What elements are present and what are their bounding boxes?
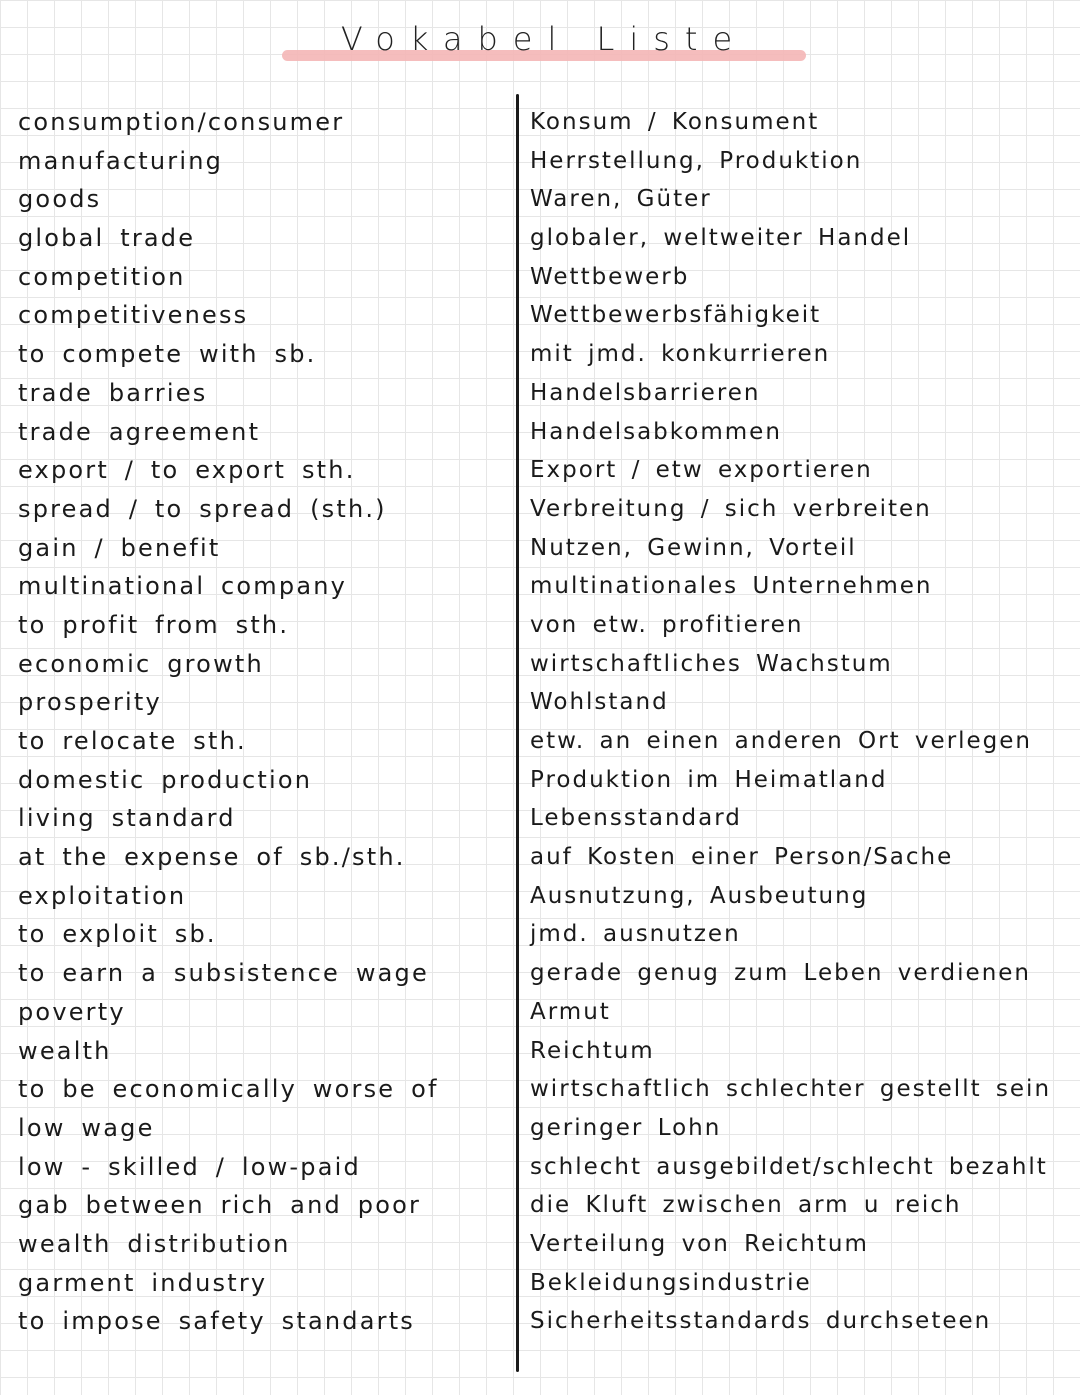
vocab-term-english: trade barries: [18, 378, 208, 407]
vocab-term-english: at the expense of sb./sth.: [18, 843, 406, 872]
vocab-term-german: Bekleidungsindustrie: [530, 1269, 812, 1296]
vocab-term-german: Armut: [530, 998, 611, 1025]
vocab-term-english: wealth: [18, 1036, 112, 1065]
vocab-term-german: Konsum / Konsument: [530, 109, 820, 135]
vocab-term-german: gerade genug zum Leben verdienen: [530, 960, 1031, 987]
vocab-term-english: spread / to spread (sth.): [18, 494, 387, 523]
vocab-term-german: Sicherheitsstandards durchseteen: [530, 1308, 992, 1335]
vocab-term-german: Waren, Güter: [530, 186, 712, 213]
vocab-term-english: exploitation: [18, 881, 187, 910]
vocab-term-english: gab between rich and poor: [18, 1191, 422, 1220]
vocab-term-english: garment industry: [18, 1268, 268, 1297]
vocab-term-german: geringer Lohn: [530, 1114, 722, 1141]
vocab-term-german: Verbreitung / sich verbreiten: [530, 495, 932, 522]
german-column: [530, 103, 1076, 1341]
vocab-term-german: von etw. profitieren: [530, 611, 804, 638]
vocab-term-german: Wettbewerbsfähigkeit: [530, 302, 822, 329]
vocab-term-german: Produktion im Heimatland: [530, 766, 888, 793]
vocab-term-english: consumption/consumer: [18, 108, 345, 136]
vocab-term-german: multinationales Unternehmen: [530, 573, 933, 600]
vocab-term-english: to exploit sb.: [18, 920, 217, 949]
vocab-term-german: mit jmd. konkurrieren: [530, 341, 831, 368]
vocab-term-german: Handelsabkommen: [530, 418, 782, 445]
vocab-term-german: auf Kosten einer Person/Sache: [530, 844, 954, 871]
vocab-term-german: globaler, weltweiter Handel: [530, 225, 912, 252]
vocab-term-english: to earn a subsistence wage: [18, 959, 429, 988]
column-divider: [516, 94, 519, 1372]
vocab-term-german: Reichtum: [530, 1037, 655, 1064]
vocab-term-german: Nutzen, Gewinn, Vorteil: [530, 534, 857, 561]
vocab-term-german: etw. an einen anderen Ort verlegen: [530, 728, 1033, 754]
vocab-term-english: global trade: [18, 224, 196, 253]
vocab-term-english: low wage: [18, 1113, 155, 1142]
vocab-term-english: domestic production: [18, 765, 313, 794]
vocab-term-english: competition: [18, 262, 186, 291]
vocab-term-english: export / to export sth.: [18, 456, 356, 485]
vocab-term-german: Handelsbarrieren: [530, 379, 761, 406]
vocab-term-german: jmd. ausnutzen: [530, 921, 741, 948]
vocab-term-german: Verteilung von Reichtum: [530, 1230, 869, 1257]
vocab-term-german: Lebensstandard: [530, 805, 742, 832]
page-title: Vokabel Liste: [340, 20, 748, 58]
vocab-term-english: economic growth: [18, 649, 264, 678]
vocab-term-english: manufacturing: [18, 146, 224, 175]
vocab-term-english: to relocate sth.: [18, 727, 247, 755]
vocab-term-german: wirtschaftlich schlechter gestellt sein: [530, 1076, 1052, 1103]
vocab-term-german: Wettbewerb: [530, 263, 690, 290]
vocab-term-english: to be economically worse of: [18, 1075, 439, 1104]
vocab-term-german: wirtschaftliches Wachstum: [530, 650, 893, 677]
vocab-term-english: low - skilled / low-paid: [18, 1152, 361, 1181]
vocab-term-english: to impose safety standarts: [18, 1307, 416, 1336]
vocab-term-english: to profit from sth.: [18, 610, 290, 639]
vocab-term-german: Export / etw exportieren: [530, 457, 873, 484]
vocab-term-english: multinational company: [18, 572, 348, 601]
vocab-term-german: Wohlstand: [530, 689, 669, 716]
vocab-term-german: die Kluft zwischen arm u reich: [530, 1192, 962, 1219]
vocab-term-english: prosperity: [18, 688, 162, 717]
vocab-term-english: goods: [18, 185, 102, 214]
vocab-term-german: Herrstellung, Produktion: [530, 147, 863, 174]
vocab-term-english: trade agreement: [18, 417, 261, 446]
vocab-term-german: schlecht ausgebildet/schlecht bezahlt: [530, 1153, 1048, 1180]
vocab-term-english: gain / benefit: [18, 533, 221, 562]
english-column: [18, 103, 510, 1341]
vocab-term-english: to compete with sb.: [18, 340, 317, 369]
vocab-term-english: poverty: [18, 997, 126, 1026]
vocab-term-english: living standard: [18, 804, 236, 833]
vocab-term-english: wealth distribution: [18, 1229, 291, 1258]
vocab-term-english: competitiveness: [18, 301, 249, 330]
vocab-term-german: Ausnutzung, Ausbeutung: [530, 882, 869, 909]
